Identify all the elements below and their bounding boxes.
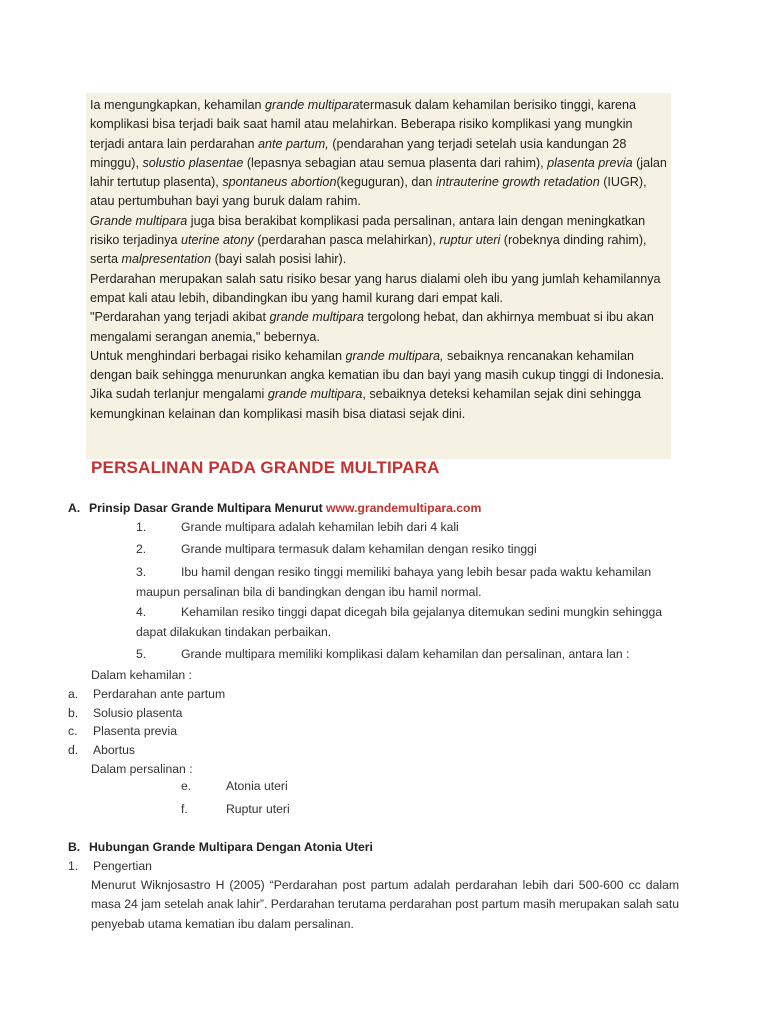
section-a-title-text: Prinsip Dasar Grande Multipara Menurut (89, 501, 327, 515)
italic-term: grande multipara (265, 98, 360, 112)
list-item-number: 1. (136, 520, 147, 534)
text-run: termasuk dalam kehamilan berisiko tinggi, karena komplikasi bisa terjadi baik saat hamil atau melahirkan. Beberapa risiko komplikasi yang mungkin terjadi antara lain perdarahan (90, 98, 637, 151)
list-item-text: Grande multipara adalah kehamilan lebih dari 4 kali (181, 520, 459, 534)
list-item-text: Grande multipara termasuk dalam kehamilan dengan resiko tinggi (181, 542, 537, 556)
kehamilan-label: Dalam kehamilan : (91, 668, 192, 682)
italic-term: intrauterine growth retadation (435, 175, 600, 190)
list-item (136, 540, 681, 560)
italic-term: uterine atony (181, 233, 254, 248)
italic-term: Grande multipara (90, 213, 188, 228)
excerpt-paragraph-5 (90, 347, 667, 424)
text-run: , sebaiknya deteksi kehamilan sejak dini sehingga kemungkinan kelainan dan komplikasi masih bisa diatasi sejak dini. (90, 387, 641, 421)
excerpt-paragraph-2 (90, 212, 667, 270)
list-item (68, 687, 225, 701)
list-item-text: Abortus (93, 743, 136, 757)
italic-term: ante partum, (258, 136, 329, 151)
list-item (136, 603, 681, 642)
italic-term: grande multipara, (345, 348, 444, 363)
list-item-text: Grande multipara memiliki komplikasi dalam kehamilan dan persalinan, antara lan : (181, 647, 630, 661)
persalinan-label: Dalam persalinan : (91, 762, 193, 776)
italic-term: ruptur uteri (439, 233, 501, 248)
italic-term: solustio plasentae (142, 155, 244, 170)
definition-paragraph: Menurut Wiknjosastro H (2005) “Perdarahan post partum adalah perdarahan lebih dari 500-600 cc dalam masa 24 jam setelah anak lahir”. Perdarahan terutama perdarahan post partum masih merupakan salah satu penyebab utama kematian ibu dalam persalinan. (91, 878, 679, 931)
list-item-text: Ibu hamil dengan resiko tinggi memiliki bahaya yang lebih besar pada waktu kehamilan maupun persalinan bila di bandingkan dengan ibu hamil normal. (136, 565, 652, 599)
italic-term: grande multipara (269, 310, 365, 325)
text-run: (IUGR), atau pertumbuhan bayi yang buruk dalam rahim. (90, 175, 647, 209)
list-item-text: Atonia uteri (226, 779, 288, 793)
text-run: juga bisa berakibat komplikasi pada persalinan, antara lain dengan meningkatkan risiko terjadinya (90, 213, 646, 248)
list-item (68, 706, 182, 720)
text-run: "Perdarahan yang terjadi akibat (90, 310, 270, 325)
list-item-marker: d. (68, 743, 79, 757)
subsection-title-text: Pengertian (93, 859, 152, 873)
text-run: sebaiknya rencanakan kehamilan dengan baik sehingga menurunkan angka kematian ibu dan bayi yang masih cukup tinggi di Indonesia. Jika sudah terlanjur mengalami (90, 348, 665, 402)
excerpt-paragraph-1 (90, 96, 667, 212)
section-a-title (68, 501, 481, 515)
italic-term: plasenta previa (547, 155, 633, 170)
italic-term: spontaneus abortion (222, 175, 337, 190)
text-run: Untuk menghindari berbagai risiko kehamilan (90, 348, 346, 363)
list-item-number: 4. (136, 605, 147, 619)
list-item-text: Perdarahan ante partum (93, 687, 226, 701)
italic-term: grande multipara (267, 387, 363, 402)
list-item (136, 563, 681, 602)
list-item-number: 3. (136, 565, 147, 579)
text-run: Perdarahan merupakan salah satu risiko besar yang harus dialami oleh ibu yang jumlah kehamilannya empat kali atau lebih, dibandingkan ibu yang hamil kurang dari empat kali. (90, 271, 661, 305)
text-run: (bayi salah posisi lahir). (211, 252, 347, 267)
list-item (181, 802, 290, 816)
list-item (136, 645, 681, 665)
list-item (136, 518, 681, 538)
section-b-title-text: Hubungan Grande Multipara Dengan Atonia Uteri (89, 840, 373, 854)
list-item-text: Solusio plasenta (93, 706, 183, 720)
text-run: (keguguran), dan (336, 175, 436, 190)
text-run: (pendarahan yang terjadi setelah usia kandungan 28 minggu), (90, 136, 627, 170)
list-item-marker: b. (68, 706, 79, 720)
subsection-title (68, 859, 152, 873)
text-run: (jalan lahir tertutup plasenta), (90, 155, 667, 190)
list-item-text: Kehamilan resiko tinggi dapat dicegah bila gejalanya ditemukan sedini mungkin sehingga dapat dilakukan tindakan perbaikan. (136, 605, 663, 639)
quoted-excerpt-box (86, 93, 671, 459)
list-item (68, 743, 135, 757)
list-item-text: Plasenta previa (93, 724, 178, 738)
italic-term: malpresentation (121, 252, 212, 267)
list-item-marker: f. (181, 802, 188, 816)
list-item (68, 724, 177, 738)
excerpt-paragraph-3 (90, 270, 667, 309)
list-item-marker: a. (68, 687, 79, 701)
list-item (181, 779, 288, 793)
section-heading: PERSALINAN PADA GRANDE MULTIPARA (91, 458, 440, 477)
list-item-marker: e. (181, 779, 192, 793)
list-item-number: 5. (136, 647, 147, 661)
text-run: (robeknya dinding rahim), serta (90, 233, 647, 267)
section-a-marker: A. (68, 501, 81, 515)
text-run: tergolong hebat, dan akhirnya membuat si ibu akan mengalami serangan anemia," bebernya. (90, 310, 654, 344)
excerpt-paragraph-4 (90, 308, 667, 347)
section-b-title (68, 840, 373, 854)
subsection-marker: 1. (68, 859, 79, 873)
list-item-text: Ruptur uteri (226, 802, 290, 816)
section-b-marker: B. (68, 840, 81, 854)
source-link[interactable]: www.grandemultipara.com (326, 501, 482, 515)
text-run: (perdarahan pasca melahirkan), (253, 233, 440, 248)
text-run: Ia mengungkapkan, kehamilan (90, 98, 266, 112)
text-run: (lepasnya sebagian atau semua plasenta dari rahim), (243, 155, 548, 170)
list-item-marker: c. (68, 724, 78, 738)
list-item-number: 2. (136, 542, 147, 556)
